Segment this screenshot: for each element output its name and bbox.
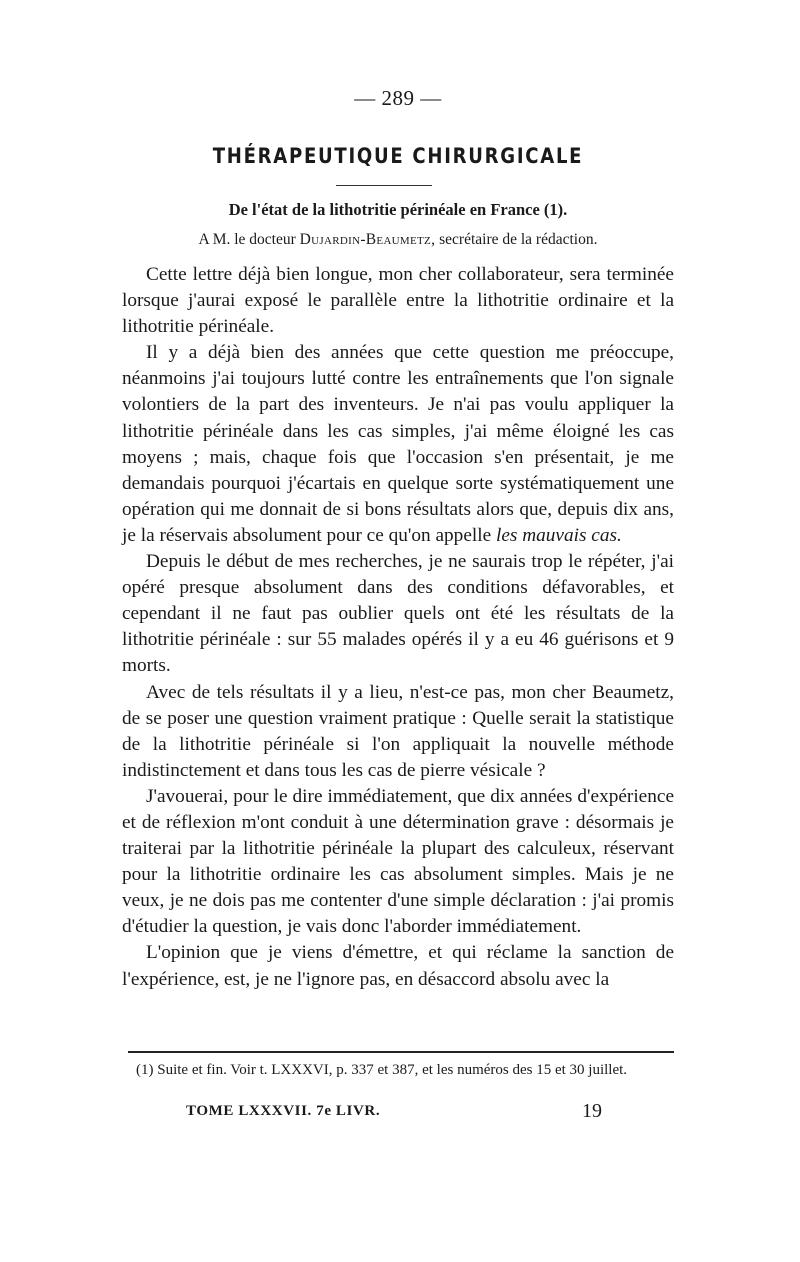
footnote-divider <box>128 1051 674 1053</box>
footnote-text: (1) Suite et fin. Voir t. LXXXVI, p. 337 et 387, et les numéros des 15 et 30 juillet. <box>136 1062 628 1078</box>
paragraph-2-main: Il y a déjà bien des années que cette question me préoccupe, néanmoins j'ai toujours lutté contre les entraînements que l'on signale volontiers de la part des inventeurs. Je n'ai pas voulu appliquer la lithotritie périnéale dans les cas simples, j'ai même éloigné les cas moyens ; mais, chaque fois que l'occasion s'en présentait, je me demandais pourquoi j'écartais en quelque sorte systématiquement une opération qui me donnait de si bons résultats alors que, depuis dix ans, je la réservais absolument pour ce qu'on appelle <box>122 342 674 546</box>
document-page <box>122 0 674 1262</box>
body-text <box>122 262 674 993</box>
paragraph-2-italic: les mauvais cas. <box>495 524 622 546</box>
signature-number: 19 <box>582 1100 602 1122</box>
paragraph-4: Avec de tels résultats il y a lieu, n'est-ce pas, mon cher Beaumetz, de se poser une question vraiment pratique : Quelle serait la statistique de la lithotritie périnéale si l'on appliquait la nouvelle méthode indistinctement et dans tous les cas de pierre vésicale ? <box>122 681 674 781</box>
footnote <box>122 1060 674 1080</box>
signature-line <box>122 1100 674 1127</box>
paragraph-6: L'opinion que je viens d'émettre, et qui réclame la sanction de l'expérience, est, je ne l'ignore pas, en désaccord absolu avec la <box>122 942 674 990</box>
dedication-suffix: secrétaire de la rédaction. <box>435 231 598 248</box>
title-divider <box>336 185 432 186</box>
volume-signature: TOME LXXXVII. 7e LIVR. <box>186 1103 381 1119</box>
dedication-prefix: A M. le docteur <box>198 231 300 248</box>
dedication-name: Dujardin-Beaumetz, <box>299 231 436 248</box>
section-title: THÉRAPEUTIQUE CHIRURGICALE <box>212 144 584 168</box>
paragraph-5: J'avouerai, pour le dire immédiatement, que dix années d'expérience et de réflexion m'ont conduit à une détermination grave : désormais je traiterai par la lithotritie périnéale la plupart des calculeux, réservant pour la lithotritie ordinaire les cas absolument simples. Mais je ne veux, je ne dois pas me contenter d'une simple déclaration : j'ai promis d'étudier la question, je vais donc l'aborder immédiatement. <box>122 785 674 938</box>
paragraph-3: Depuis le début de mes recherches, je ne saurais trop le répéter, j'ai opéré presque absolument dans des conditions défavorables, et cependant il ne faut pas oublier quels ont été les résultats de la lithotritie périnéale : sur 55 malades opérés il y a eu 46 guérisons et 9 morts. <box>122 551 674 677</box>
dedication-line <box>122 231 674 249</box>
page-number: — 289 — <box>354 86 442 110</box>
paragraph-2 <box>122 340 674 549</box>
article-title: De l'état de la lithotritie périnéale en France (1). <box>228 200 568 219</box>
paragraph-1: Cette lettre déjà bien longue, mon cher collaborateur, sera terminée lorsque j'aurai exposé le parallèle entre la lithotritie ordinaire et la lithotritie périnéale. <box>122 264 674 338</box>
